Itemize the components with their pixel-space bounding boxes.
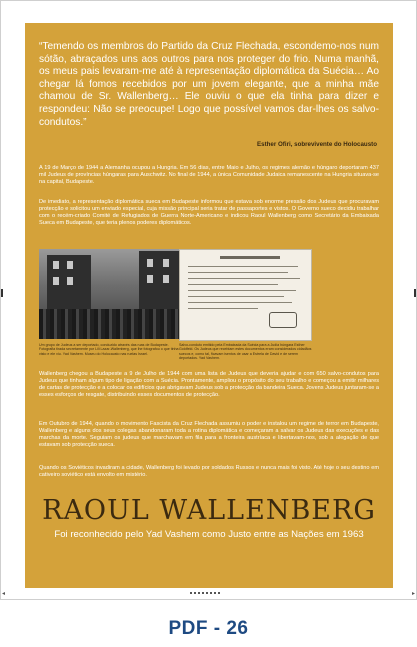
paragraph-arrival: Wallenberg chegou a Budapeste a 9 de Julho de 1944 com uma lista de Judeus que deveria ajudar e com 650 salvo-condutos para Judeus que tinham algum tipo de ligação com a Suécia. Prontamente, ampliou o propósito do seu trabalho e começou a emitir milhares de cartas de protecção e a colocar os edifícios que abrigavam Judeus sob a protecção da bandeira Sueca. Jovens Judeus juntaram-se a esses esforços de resgate, distribuindo esses documentos de protecção.: [39, 371, 379, 398]
scroll-right-arrow-icon[interactable]: ▸: [411, 591, 415, 597]
deportation-photo: [39, 249, 194, 339]
photo-caption: Um grupo de Judeus a ser deportado, conduzido através das ruas de Budapeste. Fotografia tirada secretamente por Lili Lazar-Wallenberg, que lhe fotografou o que tinha visto e ele viu. Yad Vashem. Museu do Holocausto nas ruelas Israel.: [39, 343, 179, 356]
poster-subtitle: Foi reconhecido pelo Yad Vashem como Justo entre as Nações em 1963: [54, 529, 364, 540]
scroll-left-arrow-icon[interactable]: ◂: [2, 591, 6, 597]
safe-conduct-document: [179, 249, 312, 341]
paragraph-mission: De imediato, a representação diplomática sueca em Budapeste informou que estava sob enorme pressão dos Judeus que procuravam protecção e solicitou um enviado especial, cuja missão principal seria tratar de passaportes e vistos. O Governo sueco decidiu trabalhar com o recém-criado Comité de Refugiados de Guerra Norte-Americano e indicou Raoul Wallenberg como Secretário da Embaixada Sueca em Budapeste, que teria plenos poderes diplomáticos.: [39, 199, 379, 226]
horizontal-scrollbar[interactable]: [0, 588, 417, 598]
document-caption: Salvo-conduto emitido pela Embaixada da Suécia para a Judia húngara Esther Goldfeld. Os Judeus que recebiam estes documentos eram considerados cidadãos suecos e, como tal, ficavam isentos de usar a Estrela de David e de serem deportados. Yad Vashem.: [179, 343, 312, 361]
quote-author: Esther Ofiri, sobrevivente do Holocausto: [257, 141, 377, 148]
page-label: PDF - 26: [168, 618, 249, 639]
left-edge-handle-icon[interactable]: [1, 289, 3, 297]
scroll-thumb[interactable]: [190, 592, 220, 594]
poster-title: RAOUL WALLENBERG: [42, 495, 376, 526]
survivor-quote: “Temendo os membros do Partido da Cruz Flechada, escondemo-nos num sótão, abraçados uns aos outros para nos proteger do frio. Numa manhã, os meus pais levaram-me até à representação diplomática da Suécia… Ao chegar lá fomos recebidos por um jovem elegante, que a minha mãe chamou de Sr. Wallenberg… Ele ouviu o que ela tinha para dizer e respondeu: Não se preocupe! Logo que possível vamos dar-lhes os salvo-condutos.”: [39, 41, 379, 128]
paragraph-arrow-cross: Em Outubro de 1944, quando o movimento Fascista da Cruz Flechada assumiu o poder e instalou um regime de terror em Budapeste, Wallenberg e alguns dos seus colegas abandonaram toda a rotina diplomática e começaram a salvar os Judeus das execuções e das marchas da morte. Seguiam os judeus que marchavam em fila para a fronteira austríaca e libertavam-nos, sob a alegação de que estavam sob protecção sueca.: [39, 421, 379, 448]
poster-page: [25, 23, 393, 588]
paragraph-fate: Quando os Soviéticos invadiram a cidade, Wallenberg foi levado por soldados Russos e nunca mais foi visto. Até hoje o seu destino em cativeiro soviético está envolto em mistério.: [39, 465, 379, 478]
paragraph-occupation: A 19 de Março de 1944 a Alemanha ocupou a Hungria. Em 56 dias, entre Maio e Julho, os regimes alemão e húngaro deportaram 437 mil Judeus de províncias húngaras para Auschwitz. No final de 1944, a única Comunidade Judaica remanescente na Hungria situava-se na capital, Budapeste.: [39, 165, 379, 185]
right-edge-handle-icon[interactable]: [414, 289, 416, 297]
